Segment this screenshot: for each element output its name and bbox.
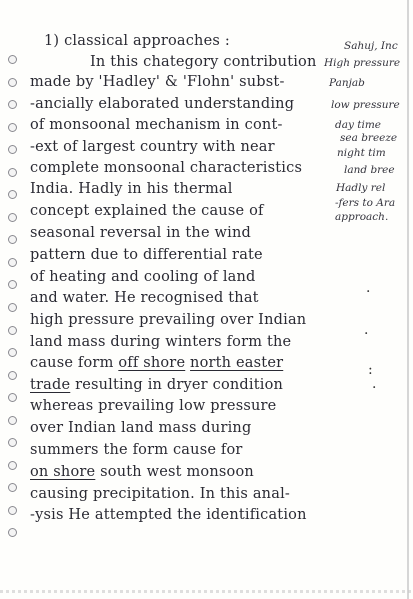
text-line: In this chategory contribution (90, 54, 317, 70)
margin-note: day time (335, 119, 381, 131)
text-line: over Indian land mass during (30, 420, 252, 436)
text-line (30, 377, 283, 393)
text-line: of monsoonal mechanism in cont- (30, 117, 283, 133)
binding-hole (8, 258, 17, 267)
margin-note: High pressure (324, 57, 401, 69)
text-line: India. Hadly in his thermal (30, 181, 233, 197)
underlined-term-on-shore: on shore (30, 464, 96, 480)
binding-hole (8, 235, 17, 244)
binding-hole (8, 280, 17, 289)
binding-hole (8, 438, 17, 447)
binding-hole (8, 506, 17, 515)
text-line: high pressure prevailing over Indian (30, 312, 307, 328)
text-line: of heating and cooling of land (30, 269, 256, 285)
text-line: summers the form cause for (30, 442, 243, 458)
text-line: made by 'Hadley' & 'Flohn' subst- (30, 74, 285, 90)
page-edge (407, 0, 409, 599)
text-line: concept explained the cause of (30, 203, 264, 219)
pen-dot: : (368, 362, 373, 378)
margin-note: low pressure (331, 99, 400, 111)
text-line: -ancially elaborated understanding (30, 96, 295, 112)
binding-hole (8, 123, 17, 132)
binding-hole (8, 55, 17, 64)
margin-note: night tim (337, 147, 386, 159)
margin-note: Sahuj, Inc (344, 40, 398, 52)
text-line: pattern due to differential rate (30, 247, 263, 263)
underlined-term-off-shore: off shore (118, 355, 186, 371)
margin-note: Panjab (329, 77, 365, 89)
text-fragment: cause form (30, 355, 119, 371)
binding-hole (8, 416, 17, 425)
binding-hole (8, 326, 17, 335)
binding-hole (8, 190, 17, 199)
pen-dot: · (364, 326, 369, 342)
heading-classical-approaches: 1) classical approaches : (44, 33, 230, 49)
binding-hole (8, 371, 17, 380)
binding-hole (8, 348, 17, 357)
binding-hole (8, 100, 17, 109)
page-bottom-border (0, 590, 413, 593)
margin-note: -fers to Ara (335, 197, 396, 209)
text-line: and water. He recognised that (30, 290, 259, 306)
binding-hole (8, 461, 17, 470)
text-line: land mass during winters form the (30, 334, 292, 350)
text-fragment: resulting in dryer condition (70, 377, 284, 393)
text-line: -ysis He attempted the identification (30, 507, 307, 523)
underlined-term-trade: trade (30, 377, 71, 393)
binding-hole (8, 483, 17, 492)
text-line: causing precipitation. In this anal- (30, 486, 291, 502)
binding-hole (8, 303, 17, 312)
binding-hole (8, 145, 17, 154)
underlined-term-north-easter: north easter (190, 355, 284, 371)
text-line: -ext of largest country with near (30, 139, 275, 155)
margin-note: sea breeze (340, 132, 398, 144)
text-fragment: south west monsoon (95, 464, 254, 480)
binding-hole (8, 78, 17, 87)
pen-dot: · (372, 380, 377, 396)
text-line (30, 355, 283, 371)
text-line (30, 464, 254, 480)
binding-hole (8, 168, 17, 177)
binding-hole (8, 393, 17, 402)
margin-note: Hadly rel (336, 182, 386, 194)
text-line: whereas prevailing low pressure (30, 398, 277, 414)
pen-dot: · (366, 284, 371, 300)
text-line: complete monsoonal characteristics (30, 160, 303, 176)
binding-hole (8, 528, 17, 537)
margin-note: land bree (344, 164, 395, 176)
margin-note: approach. (335, 211, 389, 223)
text-line: seasonal reversal in the wind (30, 225, 252, 241)
binding-hole (8, 213, 17, 222)
